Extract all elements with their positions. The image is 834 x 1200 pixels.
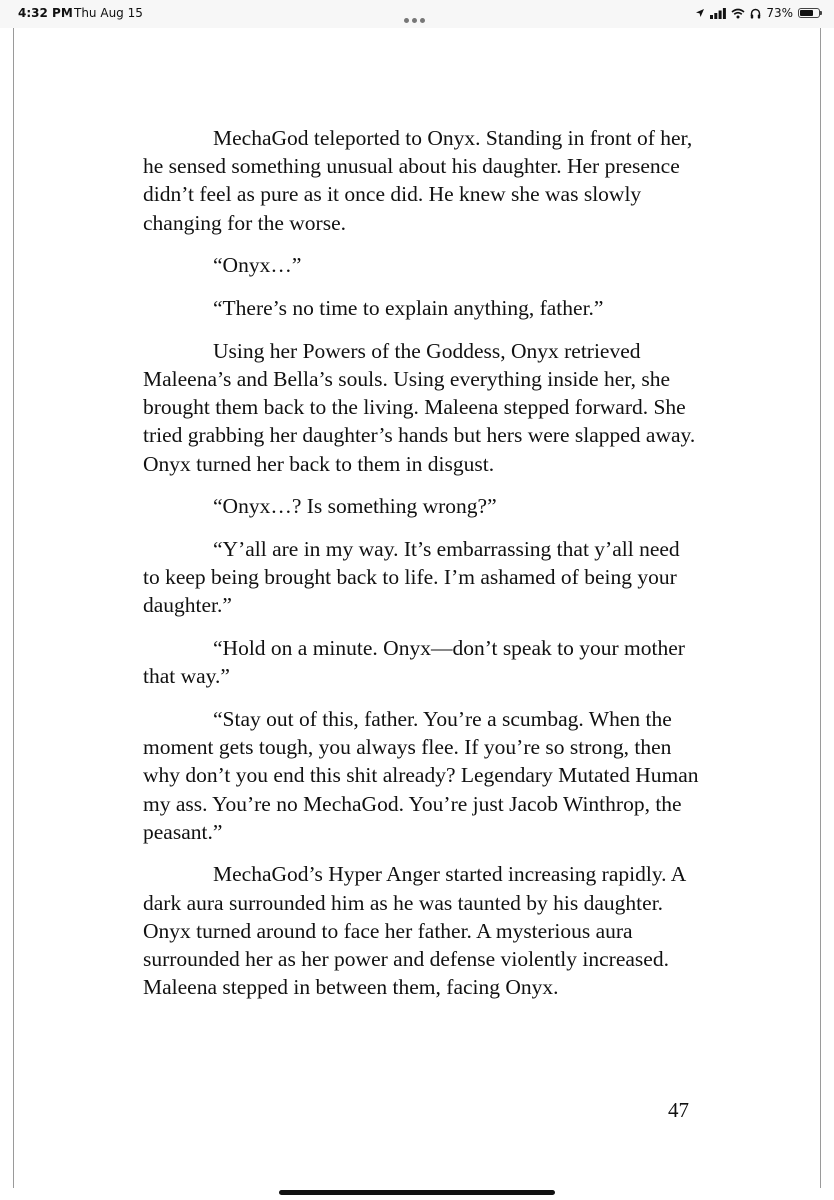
paragraph: “Onyx…? Is something wrong?” (213, 494, 497, 519)
page-number: 47 (668, 1098, 689, 1122)
paragraph: “Y’all are in my way. It’s embarrassing that y’all need to keep being brought back to life. I’m ashamed of being your daughter.” (143, 536, 680, 618)
paragraph: MechaGod teleported to Onyx. Standing in front of her, he sensed something unusual about his daughter. Her presence didn’t feel as pure as it once did. He knew she was slowly changing for the worse. (143, 126, 693, 235)
signal-icon (710, 8, 726, 19)
multitasking-dots-icon[interactable] (404, 12, 430, 18)
page-text (143, 124, 699, 1016)
status-time: 4:32 PM (18, 6, 73, 20)
paragraph: “There’s no time to explain anything, father.” (213, 296, 604, 321)
headphones-icon (750, 8, 761, 19)
location-arrow-icon (695, 8, 705, 18)
wifi-icon (731, 8, 745, 19)
battery-icon (798, 8, 820, 18)
paragraph: “Stay out of this, father. You’re a scumbag. When the moment gets tough, you always flee. If you’re so strong, then why don’t you end this shit already? Legendary Mutated Human my ass. You’re no MechaGod. You’re just Jacob Winthrop, the peasant.” (143, 706, 699, 844)
paragraph: “Hold on a minute. Onyx—don’t speak to your mother that way.” (143, 636, 685, 689)
status-bar (0, 0, 834, 28)
status-date: Thu Aug 15 (74, 6, 143, 20)
paragraph: Using her Powers of the Goddess, Onyx retrieved Maleena’s and Bella’s souls. Using everything inside her, she brought them back to the living. Maleena stepped forward. She tried grabbing her daughter’s hands but hers were slapped away. Onyx turned her back to them in disgust. (143, 338, 696, 476)
home-indicator[interactable] (279, 1190, 555, 1195)
paragraph: MechaGod’s Hyper Anger started increasing rapidly. A dark aura surrounded him as he was taunted by his daughter. Onyx turned around to face her father. A mysterious aura surrounded her as her power and defense violently increased. Maleena stepped in between them, facing Onyx. (143, 862, 686, 1000)
status-indicators (695, 5, 820, 21)
battery-percent: 73% (766, 6, 793, 20)
battery-level-fill (800, 10, 813, 16)
paragraph: “Onyx…” (213, 253, 302, 278)
